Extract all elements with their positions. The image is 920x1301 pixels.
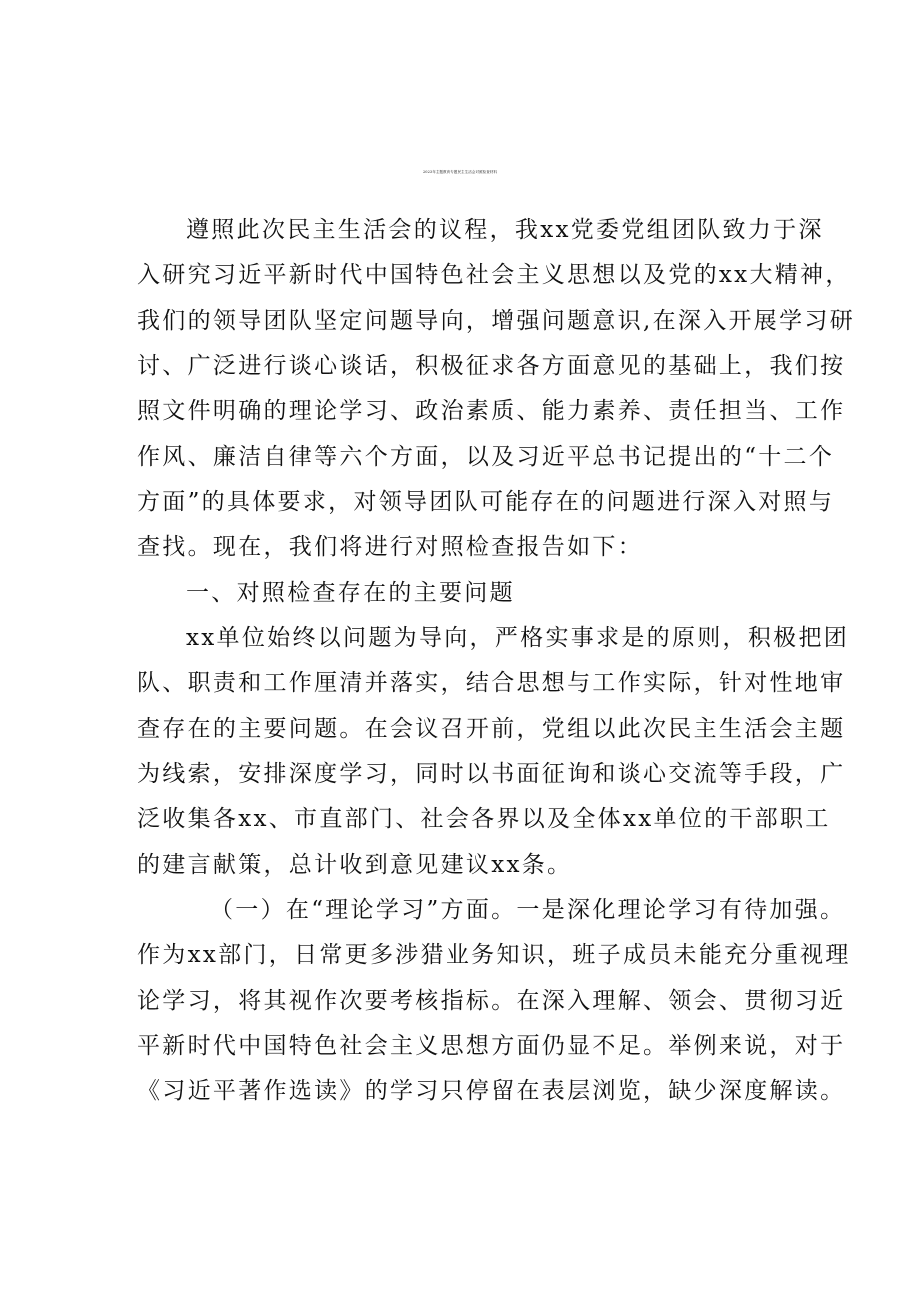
subsection1-line-5: 《习近平著作选读》的学习只停留在表层浏览，缺少深度解读。 <box>137 1078 846 1104</box>
section1-line-3: 查存在的主要问题。在会议召开前，党组以此次民主生活会主题 <box>137 716 846 742</box>
document-title: 2023年主题教育专题民主生活会对照检查材料 <box>422 170 498 174</box>
intro-line-3: 我们的领导团队坚定问题导向，增强问题意识,在深入开展学习研 <box>137 308 856 334</box>
section1-line-1: xx单位始终以问题为导向，严格实事求是的原则，积极把团 <box>186 625 850 651</box>
section1-line-5: 泛收集各xx、市直部门、社会各界以及全体xx单位的干部职工 <box>137 806 831 832</box>
section1-line-4: 为线索，安排深度学习，同时以书面征询和谈心交流等手段，广 <box>137 761 846 787</box>
intro-line-4: 讨、广泛进行谈心谈话，积极征求各方面意见的基础上，我们按 <box>137 353 846 379</box>
subsection1-line-4: 平新时代中国特色社会主义思想方面仍显不足。举例来说，对于 <box>137 1033 846 1059</box>
intro-line-8: 查找。现在，我们将进行对照检查报告如下： <box>137 534 643 560</box>
section-heading: 一、对照检查存在的主要问题 <box>186 580 515 606</box>
intro-line-6: 作风、廉洁自律等六个方面，以及习近平总书记提出的“十二个 <box>137 444 835 470</box>
intro-line-7: 方面”的具体要求，对领导团队可能存在的问题进行深入对照与 <box>137 489 835 515</box>
subsection1-line-3: 论学习，将其视作次要考核指标。在深入理解、领会、贯彻习近 <box>137 988 846 1014</box>
section1-line-2: 队、职责和工作厘清并落实，结合思想与工作实际，针对性地审 <box>137 670 846 696</box>
intro-line-2: 入研究习近平新时代中国特色社会主义思想以及党的xx大精神， <box>137 262 851 288</box>
section1-line-6: 的建言献策，总计收到意见建议xx条。 <box>137 852 573 878</box>
subsection1-line-1: （一）在“理论学习”方面。一是深化理论学习有待加强。 <box>210 897 846 923</box>
subsection1-line-2: 作为xx部门，日常更多涉猎业务知识，班子成员未能充分重视理 <box>137 942 851 968</box>
intro-line-1: 遵照此次民主生活会的议程，我xx党委党组团队致力于深 <box>186 217 824 243</box>
intro-line-5: 照文件明确的理论学习、政治素质、能力素养、责任担当、工作 <box>137 398 846 424</box>
